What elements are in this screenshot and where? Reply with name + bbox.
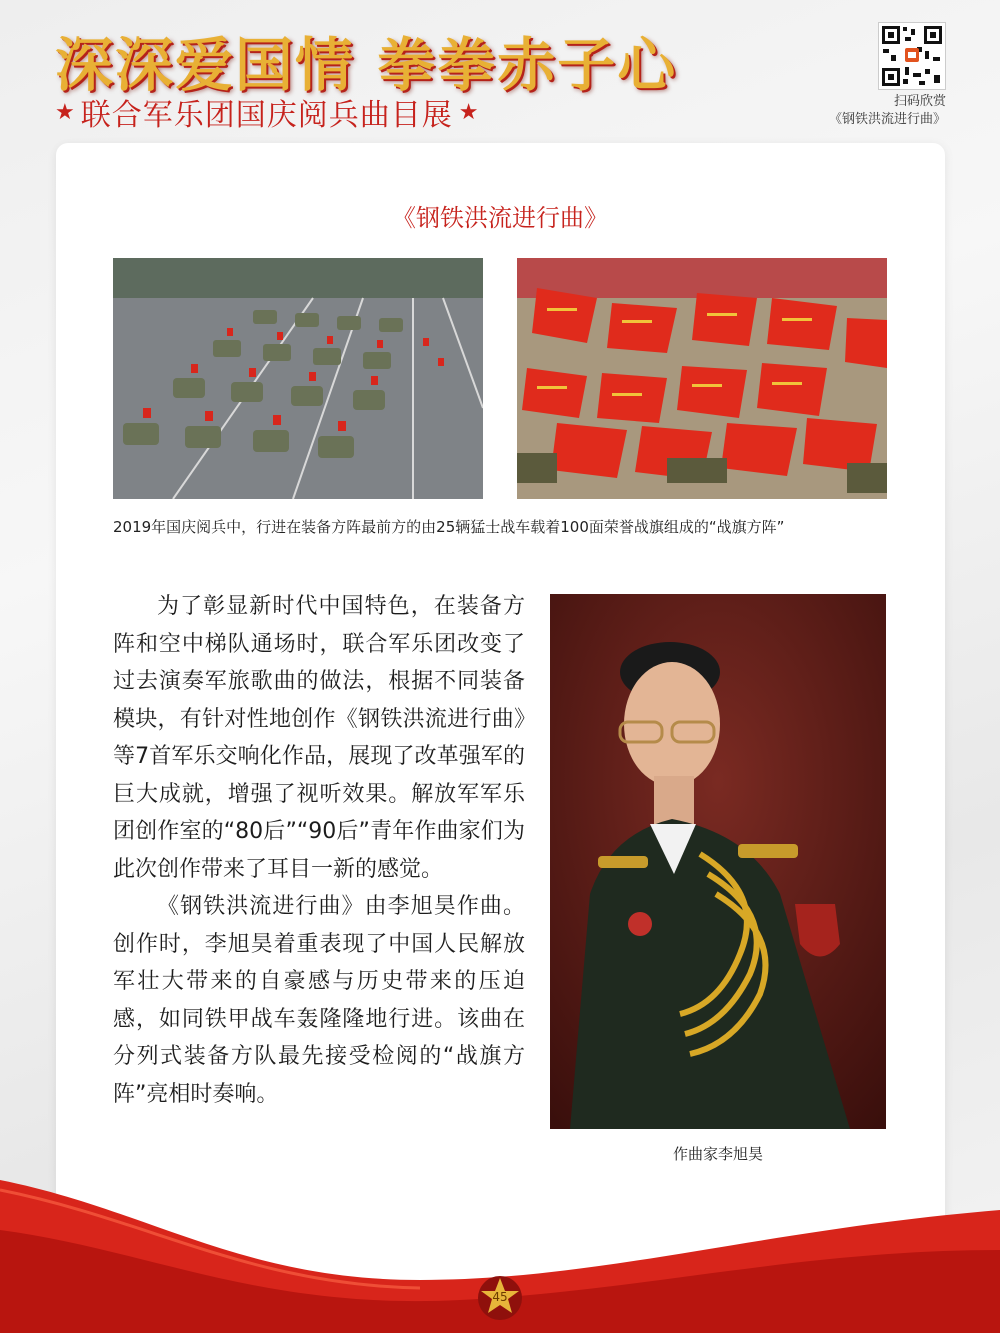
qr-caption-line1: 扫码欣赏: [893, 94, 946, 109]
subtitle-row: [55, 92, 478, 132]
main-title: 深深爱国情 拳拳赤子心: [55, 31, 678, 99]
parade-vehicles-photo: [113, 258, 483, 499]
star-icon: ★: [55, 99, 75, 125]
red-ribbon-decoration: [0, 1170, 1000, 1333]
composer-portrait-photo: [550, 594, 886, 1129]
article-title: 《钢铁洪流进行曲》: [392, 204, 608, 232]
article-body: [113, 588, 525, 1113]
subtitle: 联合军乐团国庆阅兵曲目展: [80, 98, 453, 133]
star-icon: ★: [458, 99, 479, 125]
portrait-caption: 作曲家李旭昊: [672, 1145, 763, 1163]
page-number: 45: [492, 1290, 508, 1304]
qr-caption: [829, 93, 946, 129]
qr-caption-line2: 《钢铁洪流进行曲》: [828, 112, 946, 127]
flag-formation-photo: [517, 258, 887, 499]
photos-caption: 2019年国庆阅兵中，行进在装备方阵最前方的由25辆猛士战车载着100面荣誉战旗组成的“战旗方阵”: [113, 518, 785, 536]
qr-code[interactable]: [878, 22, 946, 90]
paragraph: 《钢铁洪流进行曲》由李旭昊作曲。创作时，李旭昊着重表现了中国人民解放军壮大带来的自豪感与历史带来的压迫感，如同铁甲战车轰隆隆地行进。该曲在分列式装备方队最先接受检阅的“战旗方阵”亮相时奏响。: [113, 894, 525, 1107]
qr-code-icon: [879, 23, 945, 89]
paragraph: 为了彰显新时代中国特色，在装备方阵和空中梯队通场时，联合军乐团改变了过去演奏军旅歌曲的做法，根据不同装备模块，有针对性地创作《钢铁洪流进行曲》等7首军乐交响化作品，展现了改革强军的巨大成就，增强了视听效果。解放军军乐团创作室的“80后”“90后”青年作曲家们为此次创作带来了耳目一新的感觉。: [113, 594, 525, 882]
